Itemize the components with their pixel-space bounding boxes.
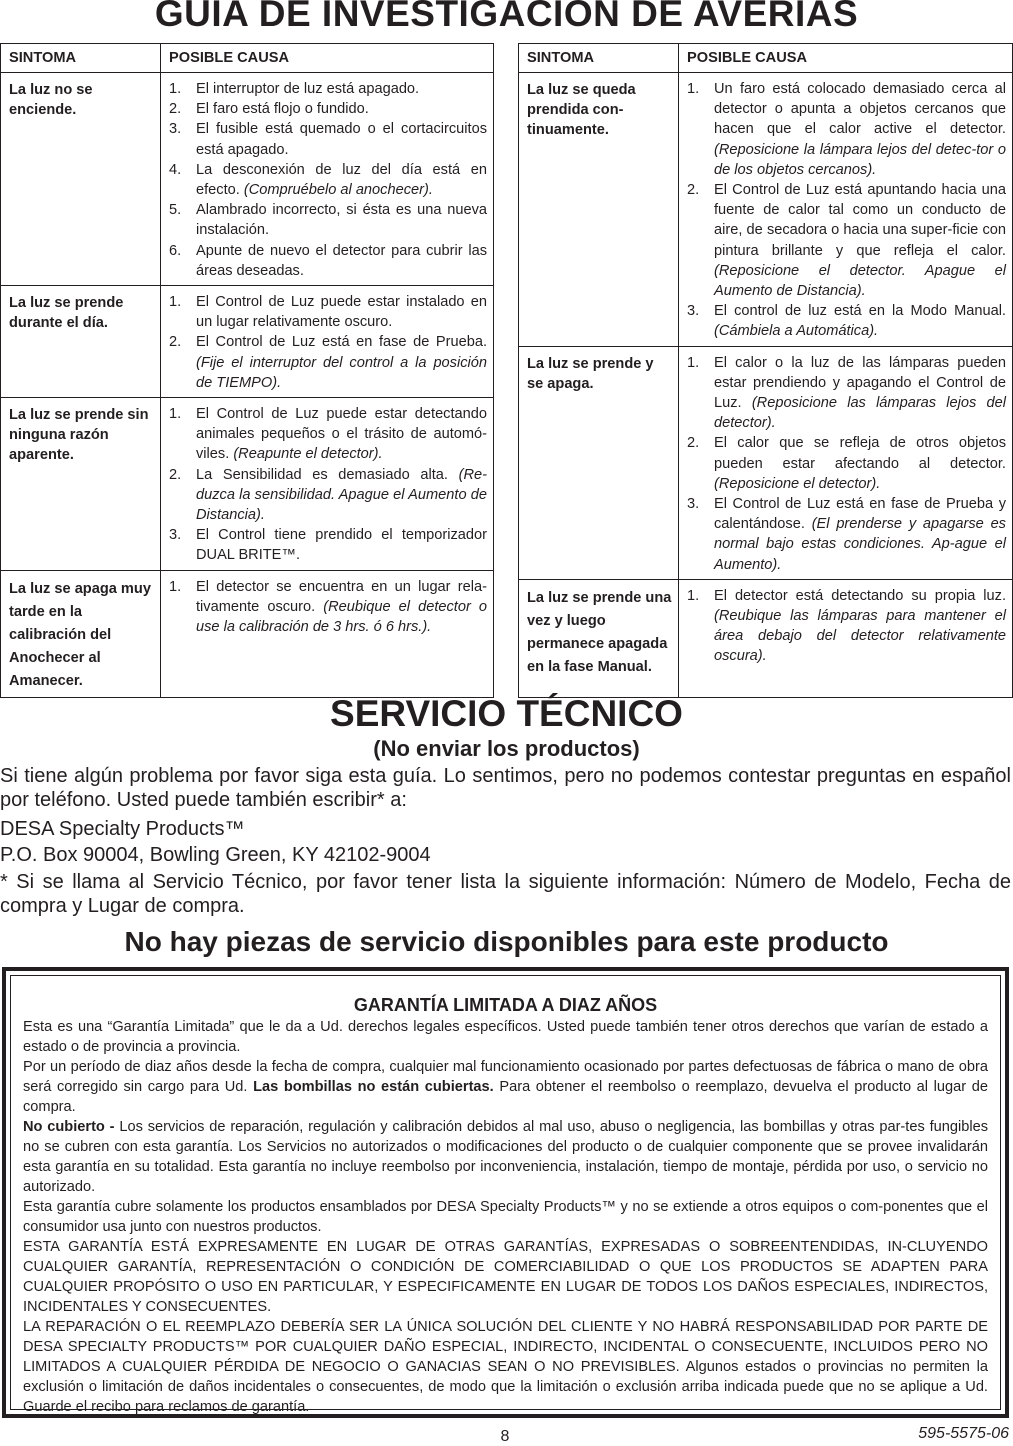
table-row	[1, 570, 494, 697]
cause-remedy: (Fije el interruptor del control a la posición de TIEMPO).	[196, 354, 487, 391]
cause-text: El calor que se refleja de otros objetos pueden estar afectando al detector.	[714, 435, 1006, 472]
troubleshooting-table-right	[518, 43, 1013, 698]
cause-number: 1.	[687, 587, 700, 604]
cause-number: 1.	[169, 81, 182, 97]
company-address: P.O. Box 90004, Bowling Green, KY 42102-9004	[0, 844, 431, 866]
cause-text: La desconexión de luz del día está en efecto.	[196, 161, 487, 199]
warranty-p1: Esta es una “Garantía Limitada” que le da a Ud. derechos legales específicos. Usted puede también tener otros derechos que varían de estado a estado o de provincia a provincia.	[23, 1019, 988, 1055]
cause-text: El Control de Luz puede estar detectando animales pequeños o el trásito de automó-viles.	[196, 406, 487, 463]
service-intro: Si tiene algún problema por favor siga esta guía. Lo sentimos, pero no podemos contestar preguntas en español por teléfono. Usted puede también escribir* a:	[0, 765, 1011, 811]
cause-cell	[161, 286, 494, 398]
cause-item	[169, 160, 487, 200]
cause-text: La Sensibilidad es demasiado alta.	[196, 466, 448, 483]
header-causa: POSIBLE CAUSA	[161, 44, 494, 73]
warranty-p3b: Los servicios de reparación, regulación y calibración debidos al mal uso, abuso o negligencia, las bombillas y otras par-tes fungibles no se cubren con esta garantía. Los Servicios no autorizados o modificaciones del producto o de cualquier componente que se provee invalidarán esta garantía en su totalidad. Esta garantía no incluye reembolso por inconveniencia, instalación, tiempo de montaje, pérdida por uso, o servicio no autorizado.	[23, 1119, 988, 1195]
troubleshooting-table-left	[0, 43, 494, 698]
cause-number: 3.	[169, 121, 182, 138]
cause-item	[169, 99, 487, 119]
cause-text: Un faro está colocado demasiado cerca al detector o apunta a objetos cercanos que hacen que el calor active el detector.	[714, 81, 1006, 138]
cause-text: Alambrado incorrecto, si ésta es una nueva instalación.	[196, 202, 487, 239]
cause-remedy: (Reapunte el detector).	[233, 446, 383, 463]
warranty-p2c: Para obtener el reembolso o reemplazo, devuelva el producto al lugar de compra.	[23, 1079, 988, 1115]
cause-cell	[679, 346, 1013, 579]
table-row	[519, 346, 1013, 579]
table-row	[1, 73, 494, 286]
symptom-cell: La luz se queda prendida con-tinuamente.	[519, 73, 679, 347]
cause-number: 3.	[687, 303, 700, 320]
cause-item	[687, 353, 1006, 434]
warranty-title: GARANTÍA LIMITADA A DIAZ AÑOS	[353, 995, 658, 1015]
cause-text: El Control de Luz puede estar instalado en un lugar relativamente oscuro.	[196, 294, 487, 331]
cause-remedy: (Reposicione el detector. Apague el Aumento de Distancia).	[714, 262, 1006, 300]
symptom-cell: La luz se prende sin ninguna razón aparente.	[1, 398, 161, 571]
table-row	[1, 286, 494, 398]
cause-item	[687, 494, 1006, 575]
cause-remedy: (Cámbiela a Automática).	[714, 323, 879, 340]
cause-item	[169, 465, 487, 526]
cause-cell	[679, 579, 1013, 697]
cause-item	[169, 525, 487, 565]
cause-cell	[161, 398, 494, 571]
cause-number: 1.	[169, 406, 182, 423]
not-covered-label: No cubierto -	[23, 1119, 115, 1135]
table-row	[519, 579, 1013, 697]
service-subtitle: (No enviar los productos)	[373, 736, 640, 761]
table-row	[519, 73, 1013, 347]
cause-remedy: (Re-duzca la sensibilidad. Apague el Aumento de Distancia).	[196, 466, 487, 524]
cause-item	[169, 79, 487, 99]
cause-remedy: (Compruébelo al anochecer).	[243, 182, 433, 199]
cause-cell	[679, 73, 1013, 347]
cause-cell	[161, 73, 494, 286]
header-sintoma: SINTOMA	[1, 44, 161, 73]
cause-text: El Control de Luz está apuntando hacia una fuente de calor tal como un conducto de aire, de secadora o hacia una super-ficie con pintura brillante y que refleja el calor.	[714, 182, 1006, 259]
cause-remedy: (El prenderse y apagarse es normal bajo estas condiciones. Ap-ague el Aumento).	[714, 516, 1006, 573]
cause-remedy: (Reposicione la lámpara lejos del detec-tor o de los objetos cercanos).	[714, 141, 1006, 178]
symptom-cell: La luz se prende durante el día.	[1, 286, 161, 398]
cause-item	[687, 433, 1006, 494]
cause-item	[169, 332, 487, 393]
cause-number: 1.	[687, 81, 700, 97]
cause-item	[687, 180, 1006, 301]
service-note: * Si se llama al Servicio Técnico, por favor tener lista la siguiente información: Número de Modelo, Fecha de compra y Lugar de compra.	[0, 871, 1011, 917]
document-code: 595-5575-06	[918, 1425, 1009, 1442]
cause-item	[169, 577, 487, 638]
cause-text: El Control de Luz está en fase de Prueba y calentándose.	[714, 496, 1006, 533]
cause-item	[169, 200, 487, 240]
cause-cell	[161, 570, 494, 697]
cause-number: 2.	[687, 435, 700, 452]
bulbs-not-covered: Las bombillas no están cubiertas.	[253, 1079, 494, 1095]
warranty-box	[2, 967, 1009, 1418]
warranty-p5: ESTA GARANTÍA ESTÁ EXPRESAMENTE EN LUGAR DE OTRAS GARANTÍAS, EXPRESADAS O SOBREENTENDIDAS, IN-CLUYENDO CUALQUIER GARANTÍA, REPRESENTACIÓN O CONDICIÓN DE COMERCIABILIDAD O QUE LOS PRODUCTOS SE ADAPTEN PARA CUALQUIER PROPÓSITO O USO EN PARTICULAR, Y ESPECIFICAMENTE EN LUGAR DE TODOS LOS DAÑOS ESPECIALES, INDIRECTOS, INCIDENTALES Y CONSECUENTES.	[23, 1239, 988, 1315]
cause-text: El interruptor de luz está apagado.	[196, 81, 420, 97]
cause-remedy: (Reposicione el detector).	[714, 475, 881, 492]
cause-text: Apunte de nuevo el detector para cubrir las áreas deseadas.	[196, 242, 487, 279]
cause-number: 2.	[169, 101, 182, 118]
header-causa: POSIBLE CAUSA	[679, 44, 1013, 73]
no-parts-heading: No hay piezas de servicio disponibles para este producto	[124, 926, 889, 957]
warranty-body	[11, 1017, 1000, 1417]
cause-text: El detector está detectando su propia luz.	[714, 587, 1006, 604]
page-number: 8	[500, 1428, 510, 1445]
cause-number: 1.	[687, 354, 700, 371]
cause-text: El control de luz está en la Modo Manual.	[714, 303, 1006, 320]
cause-number: 2.	[169, 466, 182, 483]
cause-item	[687, 301, 1006, 341]
cause-item	[169, 241, 487, 281]
cause-text: El Control tiene prendido el temporizador DUAL BRITE™.	[196, 527, 487, 564]
cause-number: 2.	[169, 334, 182, 351]
cause-number: 1.	[169, 578, 182, 595]
cause-remedy: (Reubique las lámparas para mantener el área debajo del detector relativamente oscura).	[714, 608, 1006, 665]
cause-item	[687, 79, 1006, 180]
cause-number: 1.	[169, 294, 182, 311]
cause-number: 3.	[169, 527, 182, 544]
symptom-cell: La luz no se enciende.	[1, 73, 161, 286]
cause-item	[169, 404, 487, 465]
cause-number: 5.	[169, 202, 182, 219]
service-title: SERVICIO TÉCNICO	[330, 693, 683, 734]
cause-text: El Control de Luz está en fase de Prueba.	[196, 334, 487, 351]
cause-number: 6.	[169, 242, 182, 259]
table-row	[1, 398, 494, 571]
cause-number: 2.	[687, 182, 700, 199]
symptom-cell: La luz se apaga muy tarde en la calibración del Anochecer al Amanecer.	[1, 570, 161, 697]
cause-remedy: (Reubique el detector o use la calibración de 3 hrs. ó 6 hrs.).	[196, 598, 487, 636]
warranty-p2	[23, 1057, 988, 1117]
warranty-p6: LA REPARACIÓN O EL REEMPLAZO DEBERÍA SER LA ÚNICA SOLUCIÓN DEL CLIENTE Y NO HABRÁ RESPONSABILIDAD POR PARTE DE DESA SPECIALTY PRODUCTS™ POR CUALQUIER DAÑO ESPECIAL, INDIRECTO, INCIDENTAL O CONSECUENTE, INCLUIDOS PERO NO LIMITADOS A CUALQUIER PÉRDIDA DE NEGOCIO O GANACIAS SEAN O NO PREVISIBLES. Algunos estados o provincias no permiten la exclusión o limitación de daños incidentales o consecuentes, de modo que la limitación o exclusión arriba indicada puede que no se aplique a Ud. Guarde el recibo para reclamos de garantía.	[23, 1319, 988, 1415]
cause-text: El detector se encuentra en un lugar rela-tivamente oscuro.	[196, 578, 487, 615]
symptom-cell: La luz se prende una vez y luego permanece apagada en la fase Manual.	[519, 579, 679, 697]
company-name: DESA Specialty Products™	[0, 818, 245, 840]
warranty-p2a: Por un período de diaz años desde la fecha de compra, cualquier mal funcionamiento ocasionado por partes defectuosas de fábrica o mano de obra será corregido sin cargo para Ud.	[23, 1059, 988, 1095]
cause-text: El faro está flojo o fundido.	[196, 101, 369, 118]
cause-remedy: (Reposicione las lámparas lejos del detector).	[714, 395, 1006, 432]
page-title: GUIA DE INVESTIGACION DE AVERIAS	[154, 0, 859, 34]
warranty-p3	[23, 1117, 988, 1197]
symptom-cell: La luz se prende y se apaga.	[519, 346, 679, 579]
cause-item	[169, 292, 487, 332]
cause-text: El calor o la luz de las lámparas pueden estar prendiendo y apagando el Control de Luz.	[714, 354, 1006, 412]
cause-item	[169, 119, 487, 159]
warranty-p4: Esta garantía cubre solamente los productos ensamblados por DESA Specialty Products™ y no se extiende a otros equipos o com-ponentes que el consumidor usa junto con nuestros productos.	[23, 1199, 988, 1235]
cause-number: 4.	[169, 161, 182, 178]
cause-number: 3.	[687, 496, 700, 513]
cause-item	[687, 586, 1006, 667]
header-sintoma: SINTOMA	[519, 44, 679, 73]
cause-text: El fusible está quemado o el cortacircuitos está apagado.	[196, 121, 487, 158]
